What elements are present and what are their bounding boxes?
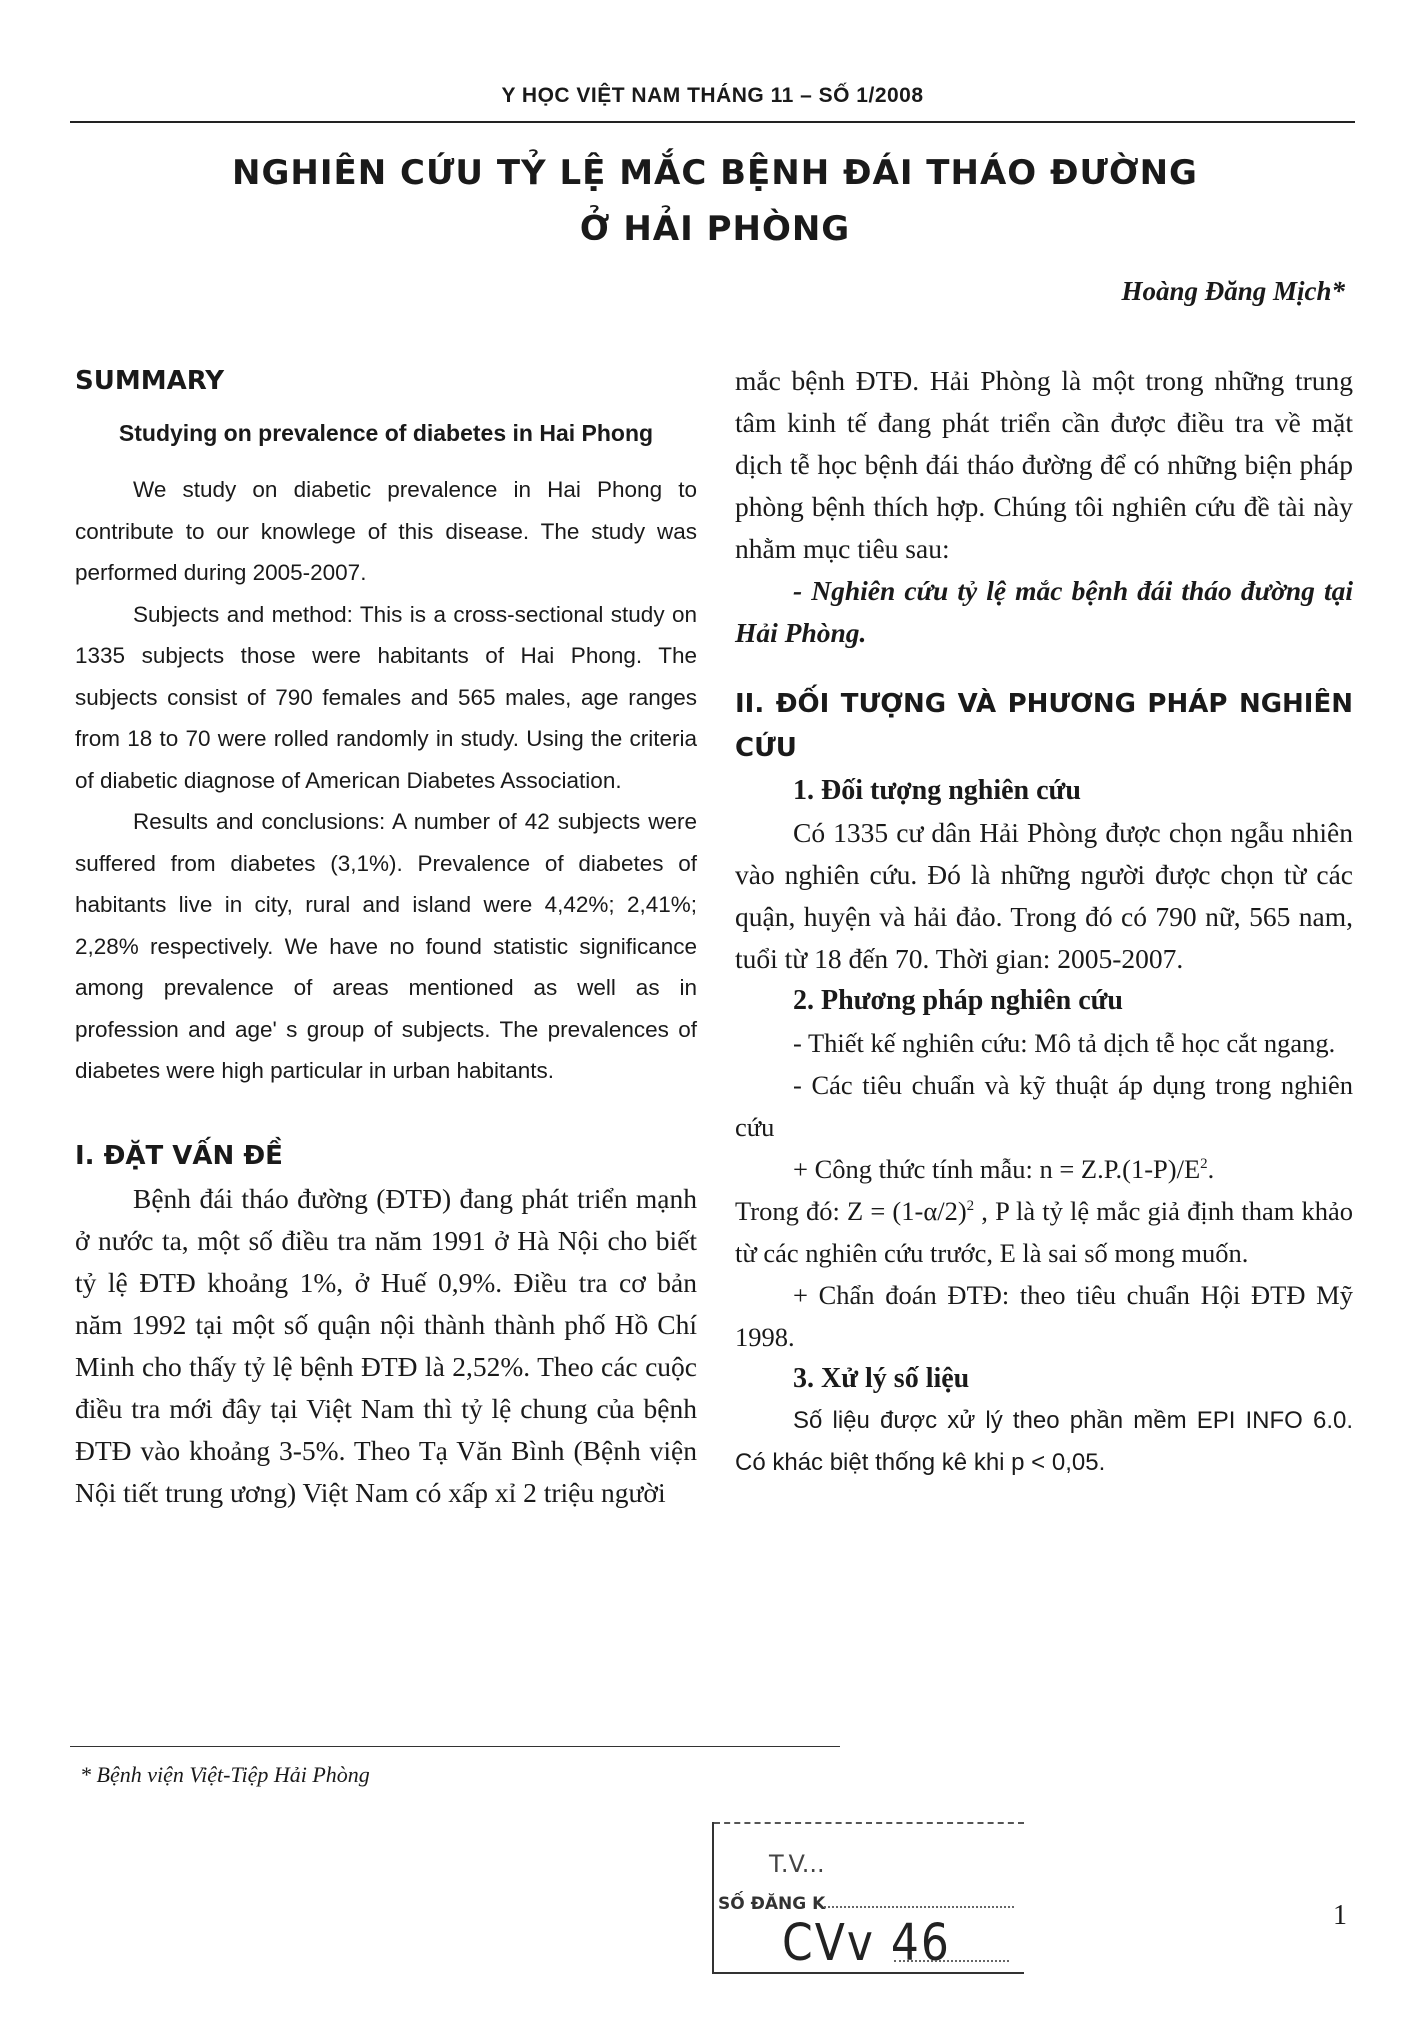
where-text: Trong đó: Z = (1-α/2) (735, 1196, 967, 1226)
page-number: 1 (1333, 1900, 1347, 1931)
subsection-1-paragraph: Có 1335 cư dân Hải Phòng được chọn ngẫu nhiên vào nghiên cứu. Đó là những người được chọn từ các quận, huyện và hải đảo. Trong đó có 790 nữ, 565 nam, tuổi từ 18 đến 70. Thời gian: 2005-2007. (735, 817, 1353, 974)
title-line-2: Ở HẢI PHÒNG (579, 209, 851, 249)
where-exponent: 2 (966, 1198, 975, 1214)
right-column (735, 360, 1353, 1484)
sample-size-formula (735, 1148, 1353, 1190)
stamp-border (714, 1822, 1024, 1824)
stamp-handwritten-number: CVv 46 (782, 1914, 951, 1973)
section-1-heading: I. ĐẶT VẤN ĐỀ (75, 1140, 283, 1171)
stamp-dotted-line (824, 1906, 1014, 1908)
footnote-rule (70, 1746, 840, 1747)
section-1-paragraph: Bệnh đái tháo đường (ĐTĐ) đang phát triển mạnh ở nước ta, một số điều tra năm 1991 ở Hà Nội cho biết tỷ lệ ĐTĐ khoảng 1%, ở Huế 0,9%. Điều tra cơ bản năm 1992 tại một số quận nội thành thành phố Hồ Chí Minh cho thấy tỷ lệ bệnh ĐTĐ là 2,52%. Theo các cuộc điều tra mới đây tại Việt Nam thì tỷ lệ chung của bệnh ĐTĐ vào khoảng 3-5%. Theo Tạ Văn Bình (Bệnh viện Nội tiết trung ương) Việt Nam có xấp xỉ 2 triệu người (75, 1182, 697, 1508)
where-rest: , P là tỷ lệ mắc giả định tham khảo từ các nghiên cứu trước, E là sai số mong muốn. (735, 1196, 1353, 1268)
formula-exponent: 2 (1200, 1156, 1208, 1172)
author: Hoàng Đăng Mịch* (1121, 276, 1345, 306)
stamp-line: T.V... (769, 1850, 825, 1878)
title-line-1: NGHIÊN CỨU TỶ LỆ MẮC BỆNH ĐÁI THÁO ĐƯỜNG (232, 153, 1198, 193)
summary-paragraph: Subjects and method: This is a cross-sectional study on 1335 subjects those were habitants of Hai Phong. The subjects consist of 790 females and 565 males, age ranges from 18 to 70 were rolled randomly in study. Using the criteria of diabetic diagnose of American Diabetes Association. (75, 601, 697, 793)
library-stamp (712, 1822, 1024, 1974)
study-design: - Thiết kế nghiên cứu: Mô tả dịch tễ học cắt ngang. (793, 1028, 1336, 1058)
subsection-2-heading: 2. Phương pháp nghiên cứu (793, 985, 1123, 1016)
subsection-3-heading: 3. Xử lý số liệu (793, 1363, 970, 1394)
summary-heading: SUMMARY (75, 366, 225, 396)
subsection-3-paragraph: Số liệu được xử lý theo phần mềm EPI INFO 6.0. Có khác biệt thống kê khi p < 0,05. (735, 1407, 1353, 1476)
formula-explanation (735, 1190, 1353, 1274)
section-1-continuation: mắc bệnh ĐTĐ. Hải Phòng là một trong những trung tâm kinh tế đang phát triển cần được điều tra về mặt dịch tễ học bệnh đái tháo đường để có những biện pháp phòng bệnh thích hợp. Chúng tôi nghiên cứu đề tài này nhằm mục tiêu sau: (735, 365, 1353, 564)
subsection-1-heading: 1. Đối tượng nghiên cứu (793, 775, 1081, 806)
formula-text: + Công thức tính mẫu: n = Z.P.(1-P)/E (793, 1154, 1201, 1184)
summary-paragraph: Results and conclusions: A number of 42 subjects were suffered from diabetes (3,1%). Prevalence of diabetes of habitants live in city, rural and island were 4,42%; 2,41%; 2,28% respectively. We have no found statistic significance among prevalence of areas mentioned as well as in profession and age' s group of subjects. The prevalences of diabetes were high particular in urban habitants. (75, 809, 697, 1083)
diagnosis-criteria: + Chẩn đoán ĐTĐ: theo tiêu chuẩn Hội ĐTĐ Mỹ 1998. (735, 1280, 1353, 1352)
study-objective: - Nghiên cứu tỷ lệ mắc bệnh đái tháo đường tại Hải Phòng. (735, 575, 1353, 648)
stamp-registration-label: SỐ ĐĂNG K (718, 1894, 826, 1914)
stamp-dotted-line (894, 1960, 1009, 1962)
formula-end: . (1207, 1154, 1215, 1184)
footnote: * Bệnh viện Việt-Tiệp Hải Phòng (80, 1762, 370, 1787)
section-2-heading: II. ĐỐI TƯỢNG VÀ PHƯƠNG PHÁP NGHIÊN CỨU (735, 689, 1353, 763)
standards-applied: - Các tiêu chuẩn và kỹ thuật áp dụng trong nghiên cứu (735, 1070, 1353, 1142)
summary-paragraph: We study on diabetic prevalence in Hai Phong to contribute to our knowlege of this disease. The study was performed during 2005-2007. (75, 477, 697, 585)
running-head: Y HỌC VIỆT NAM THÁNG 11 – SỐ 1/2008 (501, 84, 924, 107)
header-rule (70, 121, 1355, 123)
summary-subtitle: Studying on prevalence of diabetes in Hai Phong (118, 420, 654, 446)
article-title (100, 145, 1330, 257)
left-column (75, 360, 697, 1514)
